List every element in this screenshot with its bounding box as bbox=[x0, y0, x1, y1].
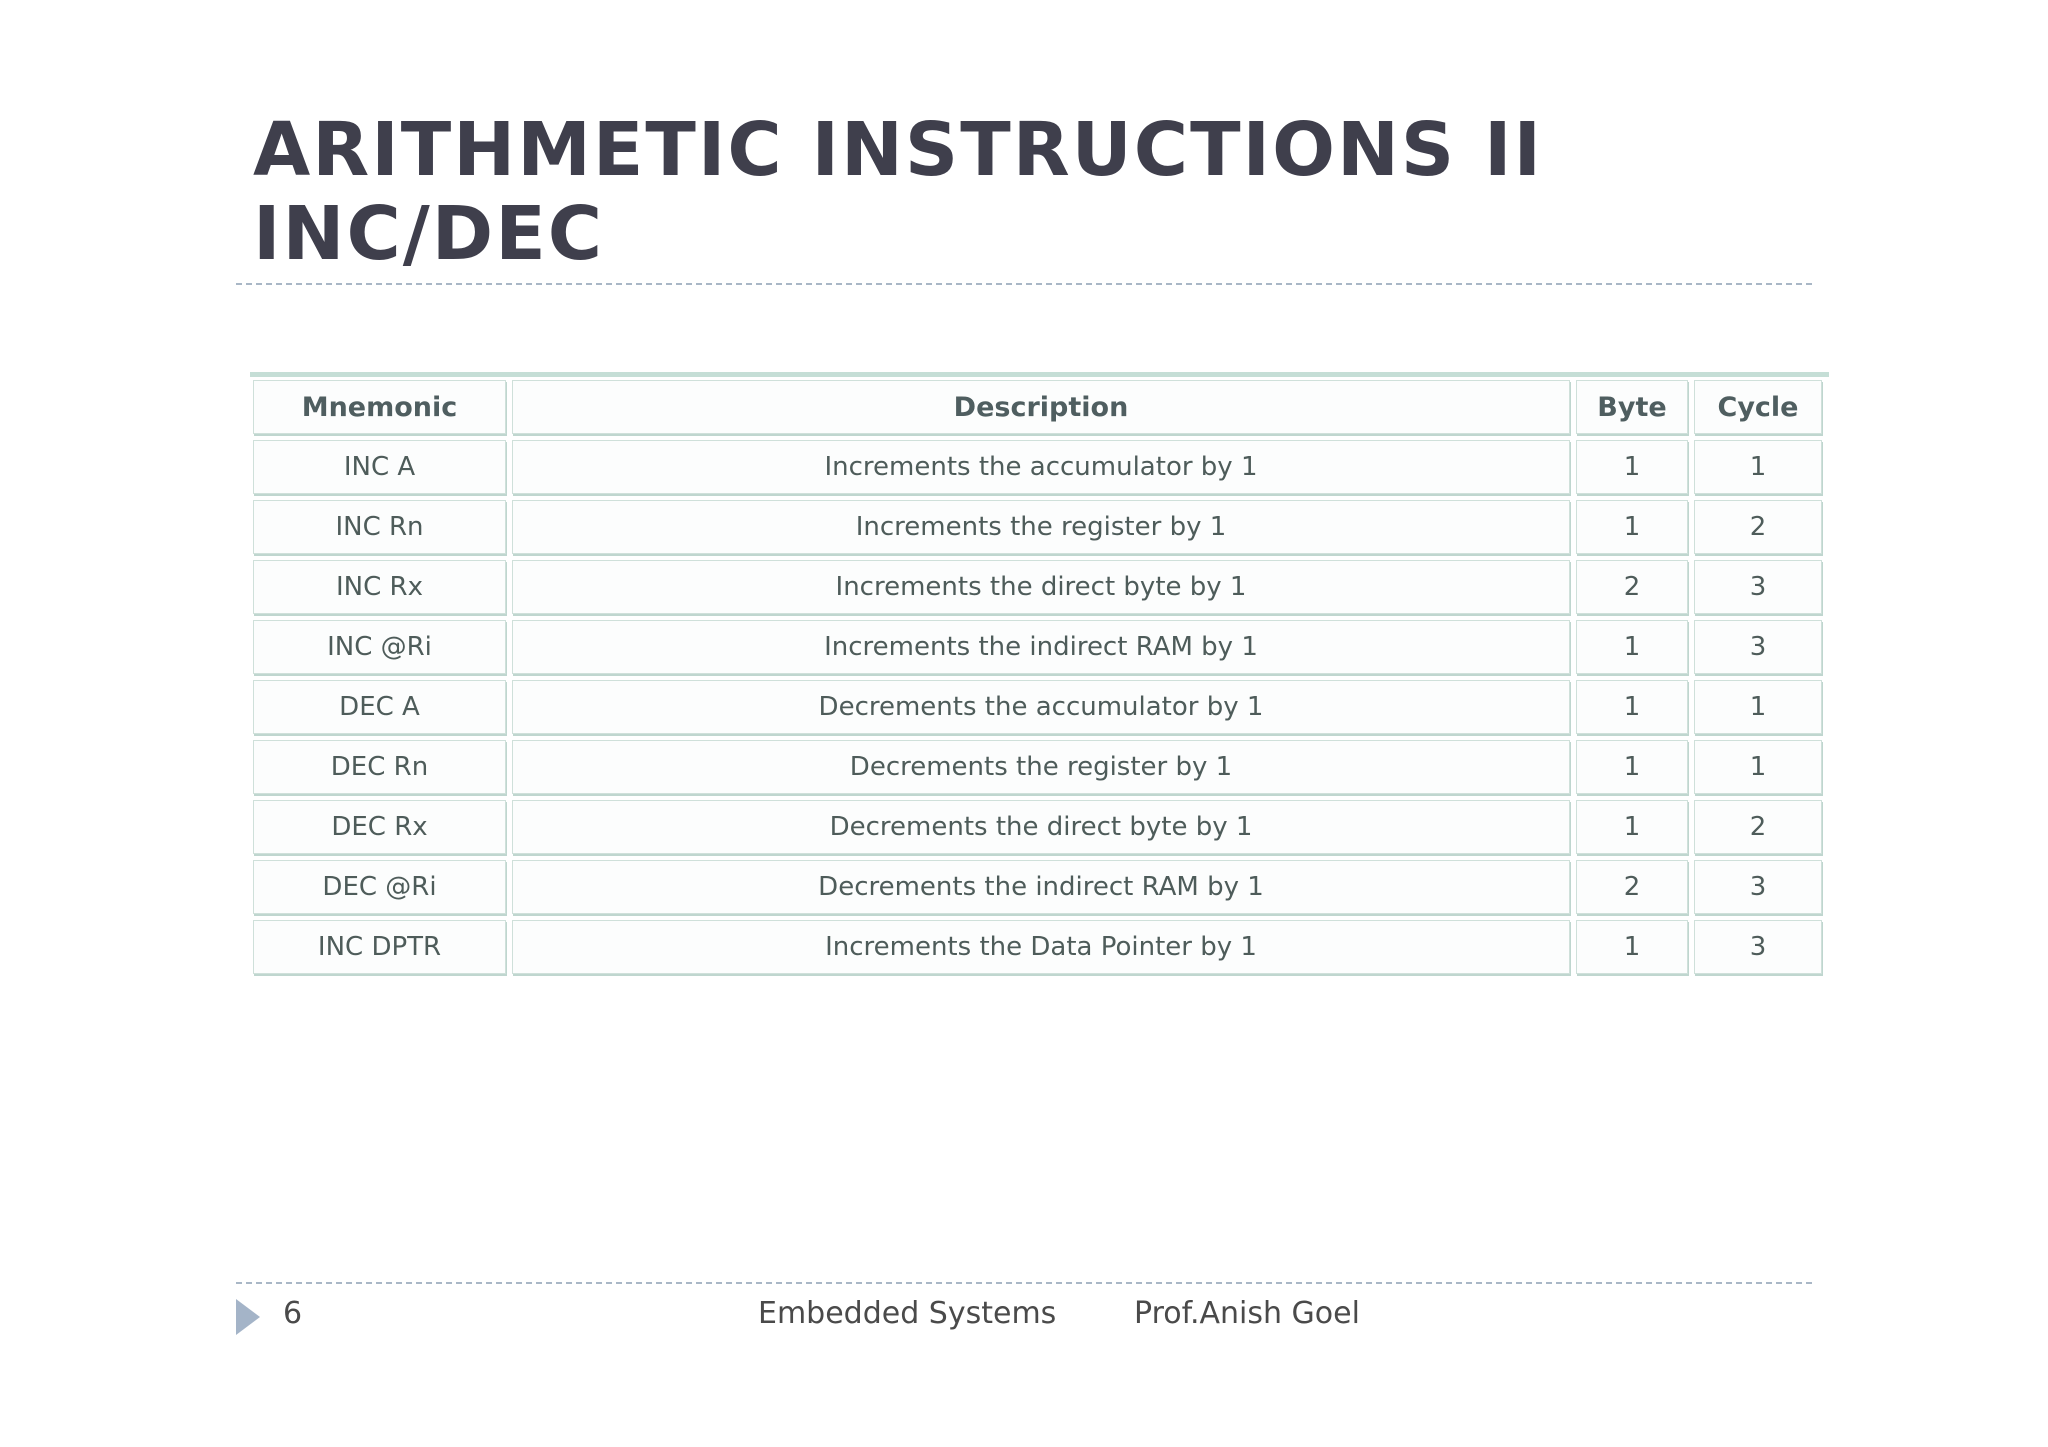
cell-byte: 1 bbox=[1576, 620, 1688, 674]
cell-cycle: 3 bbox=[1694, 860, 1822, 914]
cell-description: Decrements the direct byte by 1 bbox=[512, 800, 1570, 854]
cell-byte: 2 bbox=[1576, 560, 1688, 614]
header-byte: Byte bbox=[1576, 380, 1688, 434]
cell-cycle: 1 bbox=[1694, 740, 1822, 794]
cell-byte: 2 bbox=[1576, 860, 1688, 914]
cell-byte: 1 bbox=[1576, 800, 1688, 854]
cell-mnemonic: INC Rn bbox=[253, 500, 506, 554]
table-row bbox=[253, 920, 1822, 974]
cell-byte: 1 bbox=[1576, 440, 1688, 494]
cell-cycle: 1 bbox=[1694, 680, 1822, 734]
cell-byte: 1 bbox=[1576, 920, 1688, 974]
cell-description: Increments the direct byte by 1 bbox=[512, 560, 1570, 614]
footer-divider bbox=[236, 1282, 1812, 1284]
cell-description: Increments the register by 1 bbox=[512, 500, 1570, 554]
cell-cycle: 3 bbox=[1694, 560, 1822, 614]
cell-byte: 1 bbox=[1576, 680, 1688, 734]
cell-mnemonic: INC Rx bbox=[253, 560, 506, 614]
cell-mnemonic: DEC A bbox=[253, 680, 506, 734]
table-row bbox=[253, 800, 1822, 854]
cell-cycle: 1 bbox=[1694, 440, 1822, 494]
cell-mnemonic: DEC Rn bbox=[253, 740, 506, 794]
table-row bbox=[253, 740, 1822, 794]
cell-mnemonic: INC @Ri bbox=[253, 620, 506, 674]
cell-cycle: 3 bbox=[1694, 920, 1822, 974]
cell-description: Increments the accumulator by 1 bbox=[512, 440, 1570, 494]
cell-byte: 1 bbox=[1576, 500, 1688, 554]
cell-description: Increments the indirect RAM by 1 bbox=[512, 620, 1570, 674]
table-row bbox=[253, 680, 1822, 734]
table-row bbox=[253, 860, 1822, 914]
table-row bbox=[253, 560, 1822, 614]
cell-mnemonic: DEC Rx bbox=[253, 800, 506, 854]
instruction-table-container bbox=[250, 372, 1829, 1016]
cell-mnemonic: DEC @Ri bbox=[253, 860, 506, 914]
cell-description: Decrements the accumulator by 1 bbox=[512, 680, 1570, 734]
instruction-table bbox=[250, 374, 1828, 980]
slide-title bbox=[253, 108, 1853, 276]
header-mnemonic: Mnemonic bbox=[253, 380, 506, 434]
table-header-row bbox=[253, 380, 1822, 434]
header-description: Description bbox=[512, 380, 1570, 434]
header-cycle: Cycle bbox=[1694, 380, 1822, 434]
title-divider bbox=[236, 283, 1812, 285]
cell-cycle: 2 bbox=[1694, 500, 1822, 554]
footer-arrow-icon bbox=[236, 1299, 260, 1335]
cell-cycle: 2 bbox=[1694, 800, 1822, 854]
cell-description: Decrements the register by 1 bbox=[512, 740, 1570, 794]
cell-mnemonic: INC DPTR bbox=[253, 920, 506, 974]
cell-cycle: 3 bbox=[1694, 620, 1822, 674]
cell-description: Increments the Data Pointer by 1 bbox=[512, 920, 1570, 974]
slide-title-line-1: ARITHMETIC INSTRUCTIONS II bbox=[253, 107, 1544, 193]
cell-mnemonic: INC A bbox=[253, 440, 506, 494]
course-name: Embedded Systems bbox=[758, 1296, 1057, 1331]
table-row bbox=[253, 620, 1822, 674]
table-row bbox=[253, 440, 1822, 494]
cell-byte: 1 bbox=[1576, 740, 1688, 794]
author-name: Prof.Anish Goel bbox=[1134, 1296, 1360, 1331]
cell-description: Decrements the indirect RAM by 1 bbox=[512, 860, 1570, 914]
page-number: 6 bbox=[283, 1296, 303, 1331]
slide-title-line-2: INC/DEC bbox=[253, 191, 605, 277]
table-row bbox=[253, 500, 1822, 554]
